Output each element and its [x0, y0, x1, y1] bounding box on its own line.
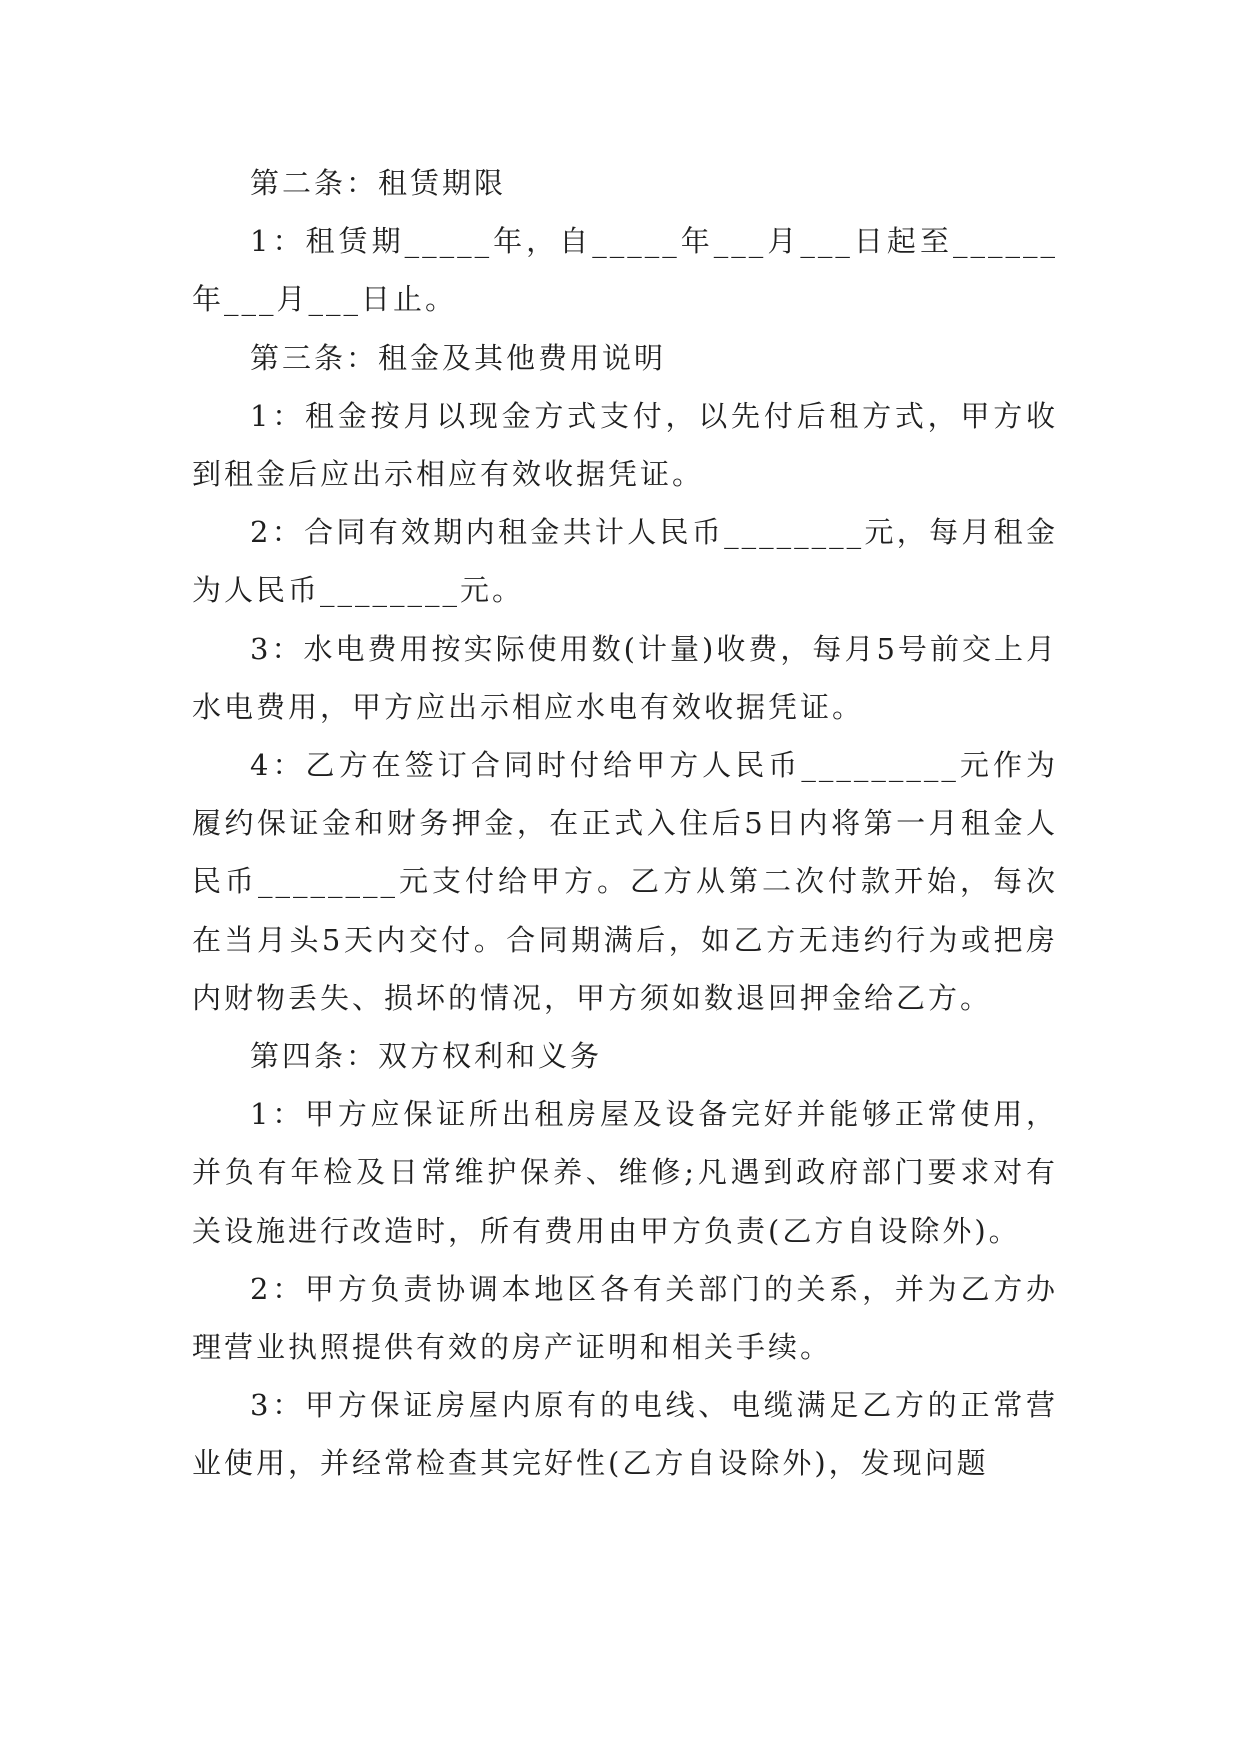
paragraph-4-2: 2：甲方负责协调本地区各有关部门的关系，并为乙方办理营业执照提供有效的房产证明和相关手续。	[192, 1271, 1058, 1365]
paragraph-3-2: 2：合同有效期内租金共计人民币________元，每月租金为人民币________元。	[192, 515, 1058, 608]
paragraph-3-4: 4：乙方在签订合同时付给甲方人民币_________元作为履约保证金和财务押金，在正式入住后5日内将第一月租金人民币________元支付给甲方。乙方从第二次付款开始，每次在当月头5天内交付。合同期满后，如乙方无违约行为或把房内财物丢失、损坏的情况，甲方须如数退回押金给乙方。	[192, 748, 1058, 1015]
section-heading-4: 第四条：双方权利和义务	[250, 1039, 603, 1074]
paragraph-2-1: 1：租赁期_____年，自_____年___月___日起至______年___月___日止。	[192, 224, 1058, 317]
paragraph-4-1: 1：甲方应保证所出租房屋及设备完好并能够正常使用，并负有年检及日常维护保养、维修;凡遇到政府部门要求对有关设施进行改造时，所有费用由甲方负责(乙方自设除外)。	[192, 1097, 1058, 1248]
paragraph-4-3: 3：甲方保证房屋内原有的电线、电缆满足乙方的正常营业使用，并经常检查其完好性(乙方自设除外)，发现问题	[192, 1388, 1058, 1481]
section-heading-2: 第二条：租赁期限	[250, 166, 507, 200]
paragraph-3-1: 1：租金按月以现金方式支付，以先付后租方式，甲方收到租金后应出示相应有效收据凭证。	[192, 398, 1058, 492]
section-heading-3: 第三条：租金及其他费用说明	[250, 340, 667, 375]
paragraph-3-3: 3：水电费用按实际使用数(计量)收费，每月5号前交上月水电费用，甲方应出示相应水电有效收据凭证。	[192, 631, 1058, 724]
document-body	[192, 154, 1058, 1493]
